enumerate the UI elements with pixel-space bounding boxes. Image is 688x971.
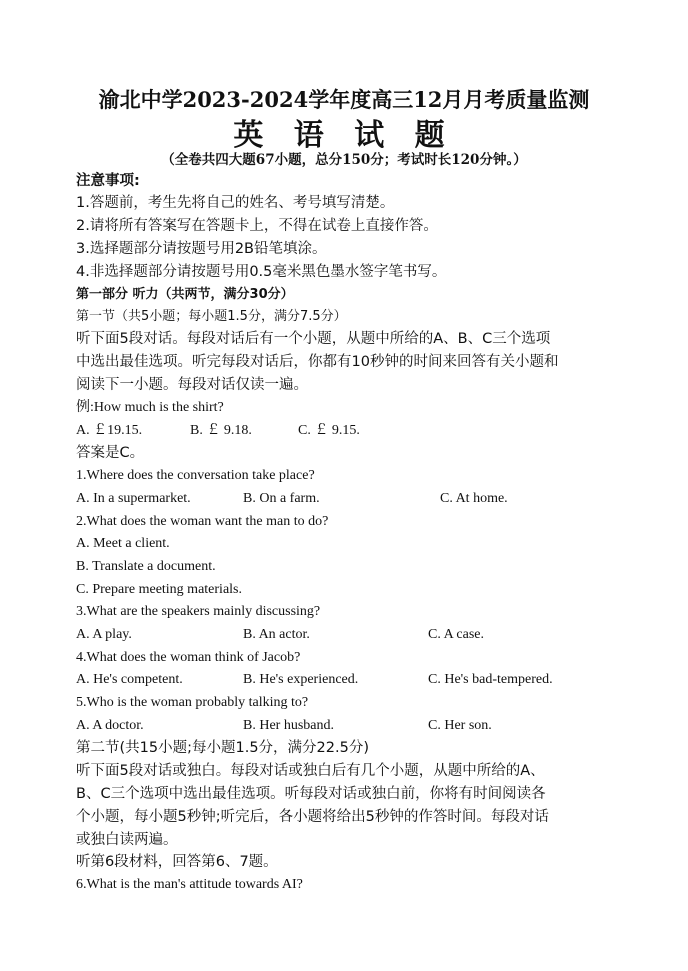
instruction-item: 3.选择题部分请按题号用2B铅笔填涂。: [76, 241, 327, 257]
q2-option-c: C. Prepare meeting materials.: [76, 582, 242, 597]
q1-option-a: A. In a supermarket.: [76, 491, 191, 506]
section2-directions: 或独白读两遍。: [76, 832, 178, 848]
instruction-item: 4.非选择题部分请按题号用0.5毫米黑色墨水签字笔书写。: [76, 264, 447, 280]
q5-option-b: B. Her husband.: [243, 718, 334, 733]
q2-option-b: B. Translate a document.: [76, 559, 216, 574]
question-4: 4.What does the woman think of Jacob?: [76, 650, 301, 665]
instructions-heading: 注意事项:: [76, 173, 140, 189]
section1-directions: 中选出最佳选项。听完每段对话后，你都有10秒钟的时间来回答有关小题和: [76, 354, 559, 370]
subject-title: 英 语 试 题: [233, 118, 455, 153]
section1-heading: 第一节（共5小题；每小题1.5分，满分7.5分）: [76, 309, 347, 324]
q1-option-c: C. At home.: [440, 491, 508, 506]
example-option-c: C. ￡ 9.15.: [298, 423, 360, 438]
instruction-item: 2.请将所有答案写在答题卡上，不得在试卷上直接作答。: [76, 218, 438, 234]
question-2: 2.What does the woman want the man to do?: [76, 514, 329, 529]
example-answer: 答案是C。: [76, 445, 145, 461]
section1-directions: 阅读下一小题。每段对话仅读一遍。: [76, 377, 308, 393]
question-1: 1.Where does the conversation take place?: [76, 468, 315, 483]
instruction-item: 1.答题前，考生先将自己的姓名、考号填写清楚。: [76, 195, 395, 211]
question-5: 5.Who is the woman probably talking to?: [76, 695, 309, 710]
exam-title: 渝北中学2023-2024学年度高三12月月考质量监测: [98, 87, 590, 112]
section2-directions: 听下面5段对话或独白。每段对话或独白后有几个小题，从题中所给的A、: [76, 763, 545, 779]
example-option-b: B. ￡ 9.18.: [190, 423, 252, 438]
section1-directions: 听下面5段对话。每段对话后有一个小题，从题中所给的A、B、C三个选项: [76, 331, 551, 347]
q3-option-b: B. An actor.: [243, 627, 310, 642]
q4-option-a: A. He's competent.: [76, 672, 183, 687]
q2-option-a: A. Meet a client.: [76, 536, 170, 551]
part1-heading: 第一部分 听力（共两节，满分30分）: [76, 287, 294, 302]
q3-option-c: C. A case.: [428, 627, 484, 642]
section2-heading: 第二节(共15小题;每小题1.5分，满分22.5分): [76, 740, 369, 756]
example-option-a: A. ￡19.15.: [76, 423, 143, 438]
q1-option-b: B. On a farm.: [243, 491, 320, 506]
example-question: 例:How much is the shirt?: [76, 400, 224, 415]
exam-note: （全卷共四大题67小题，总分150分；考试时长120分钟。）: [161, 152, 527, 168]
question-3: 3.What are the speakers mainly discussing?: [76, 604, 321, 619]
section2-directions: 个小题，每小题5秒钟;听完后，各小题将给出5秒钟的作答时间。每段对话: [76, 809, 549, 825]
section2-directions: B、C三个选项中选出最佳选项。听每段对话或独白前，你将有时间阅读各: [76, 786, 546, 802]
material-6-note: 听第6段材料，回答第6、7题。: [76, 854, 278, 870]
q4-option-c: C. He's bad-tempered.: [428, 672, 553, 687]
q5-option-a: A. A doctor.: [76, 718, 144, 733]
q4-option-b: B. He's experienced.: [243, 672, 359, 687]
q3-option-a: A. A play.: [76, 627, 132, 642]
q5-option-c: C. Her son.: [428, 718, 492, 733]
question-6: 6.What is the man's attitude towards AI?: [76, 877, 303, 892]
